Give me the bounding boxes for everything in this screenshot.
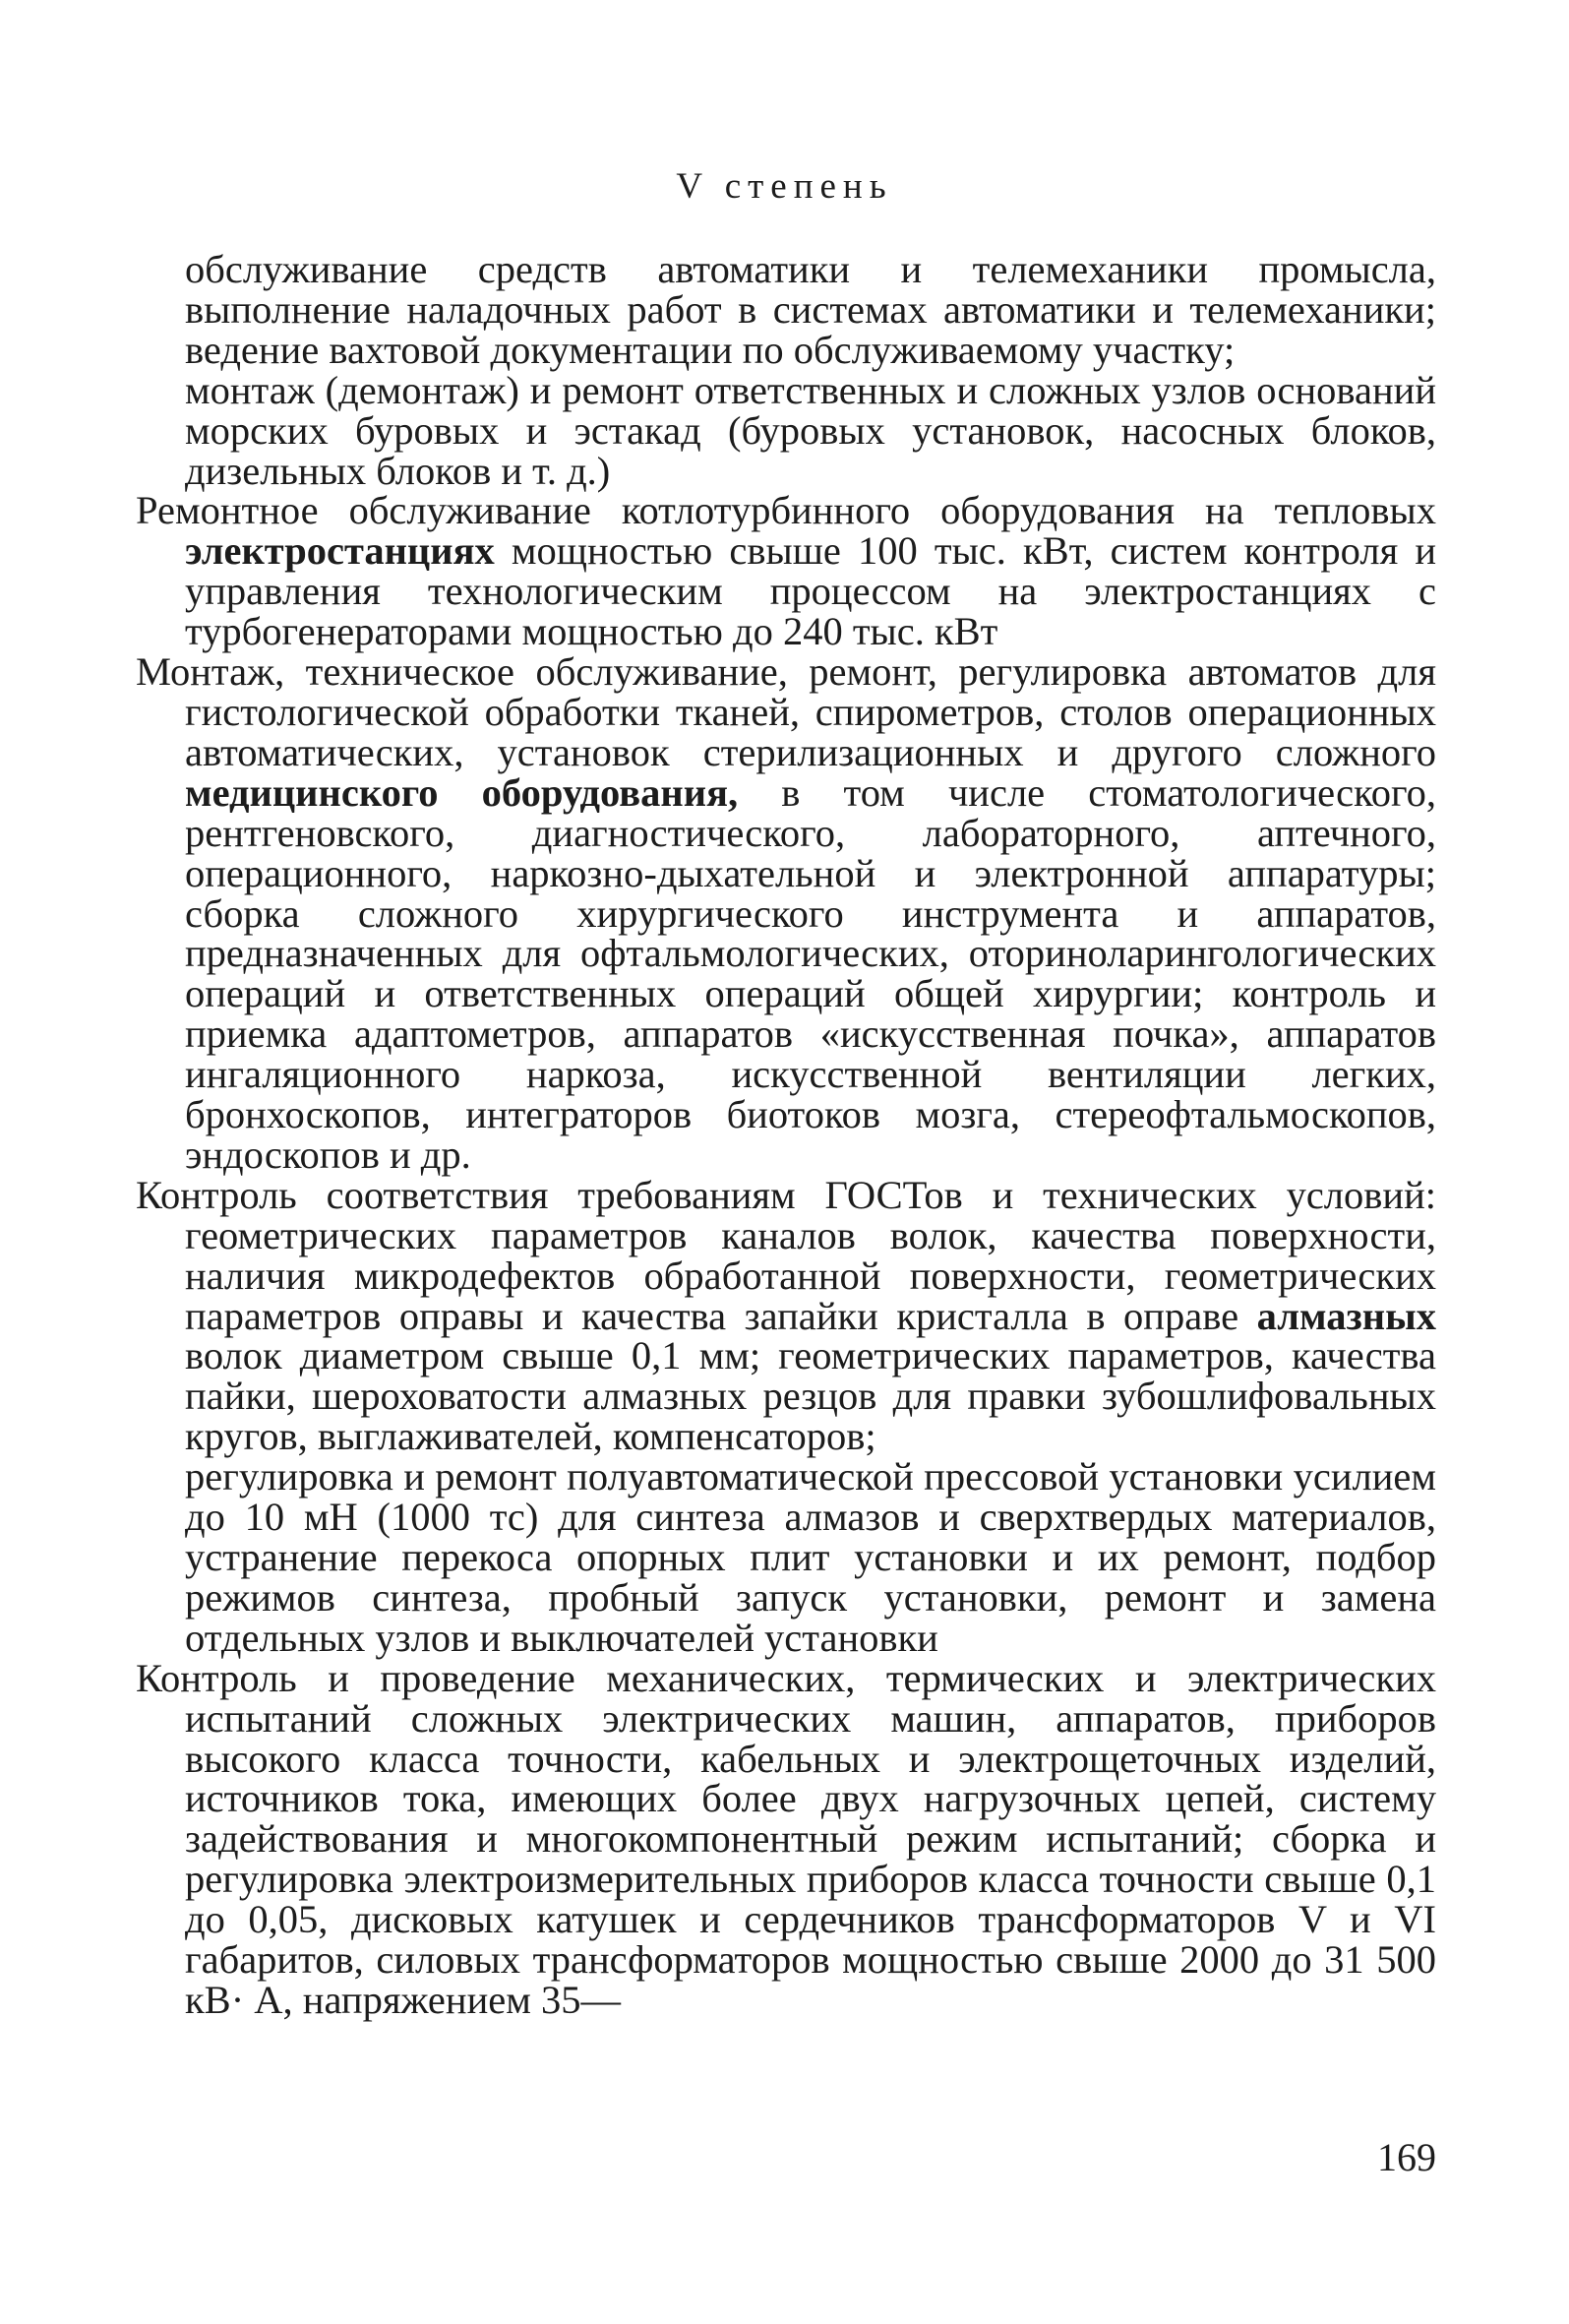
paragraph-automation-maintenance: обслуживание средств автоматики и телемеханики промысла, выполнение наладочных работ в системах автоматики и телемеханики; ведение вахтовой документации по обслуживаемому участку; — [185, 247, 1436, 372]
paragraph-medical-equipment-text-end: в том числе стоматологического, рентгеновского, диагностического, лабораторного, аптечного, операционного, наркозно-дыхательной и электронной аппаратуры; сборка сложного хирургического инструмента и аппаратов, предназначенных для офтальмологических, оториноларингологических операций и ответственных операций общей хирургии; контроль и приемка адаптометров, аппаратов «искусственная почка», аппаратов ингаляционного наркоза, искусственной вентиляции легких, бронхоскопов, интеграторов биотоков мозга, стереофтальмоскопов, эндоскопов и др. — [185, 769, 1436, 1177]
paragraph-gost-control-text-start: Контроль соответствия требованиям ГОСТов и технических условий: геометрических параметров каналов волок, качества поверхности, наличия микродефектов обработанной поверхности, геометрических параметров оправы и качества запайки кристалла в оправе — [136, 1172, 1436, 1338]
keyword-medical-equipment: медицинского оборудования, — [185, 769, 739, 815]
paragraph-power-plants — [136, 488, 1436, 654]
page-number: 169 — [1377, 2135, 1436, 2179]
paragraph-medical-equipment-text-start: Монтаж, техническое обслуживание, ремонт, регулировка автоматов для гистологической обработки тканей, спирометров, столов операционных автоматических, установок стерилизационных и другого сложного — [136, 649, 1436, 774]
paragraph-gost-control-text-end: волок диаметром свыше 0,1 мм; геометрических параметров, качества пайки, шероховатости алмазных резцов для правки зубошлифовальных кругов, выглаживателей, компенсаторов; — [185, 1333, 1436, 1459]
paragraph-power-plants-text-start: Ремонтное обслуживание котлотурбинного оборудования на тепловых — [136, 488, 1436, 533]
paragraph-electrical-testing: Контроль и проведение механических, термических и электрических испытаний сложных электрических машин, аппаратов, приборов высокого класса точности, кабельных и электрощеточных изделий, источников тока, имеющих более двух нагрузочных цепей, систему задействования и многокомпонентный режим испытаний; сборка и регулировка электроизмерительных приборов класса точности свыше 0,1 до 0,05, дисковых катушек и сердечников трансформаторов V и VI габаритов, силовых трансформаторов мощностью свыше 2000 до 31 500 кВ· А, напряжением 35— — [136, 1655, 1436, 2022]
keyword-power-plants: электростанциях — [185, 528, 495, 574]
paragraph-power-plants-text-end: мощностью свыше 100 тыс. кВт, систем контроля и управления технологическим процессом на электростанциях с турбогенераторами мощностью до 240 тыс. кВт — [185, 528, 1436, 654]
paragraph-press-installation: регулировка и ремонт полуавтоматической прессовой установки усилием до 10 мН (1000 тс) для синтеза алмазов и сверхтвердых материалов, устранение перекоса опорных плит установки и их ремонт, подбор режимов синтеза, пробный запуск установки, ремонт и замена отдельных узлов и выключателей установки — [185, 1454, 1436, 1660]
keyword-diamond: алмазных — [1256, 1293, 1436, 1338]
paragraph-gost-control — [136, 1172, 1436, 1459]
paragraph-offshore-installation: монтаж (демонтаж) и ремонт ответственных и сложных узлов оснований морских буровых и эстакад (буровых установок, насосных блоков, дизельных блоков и т. д.) — [185, 367, 1436, 493]
page-heading: V степень — [676, 166, 893, 207]
page-body — [136, 247, 1436, 2022]
paragraph-medical-equipment — [136, 649, 1436, 1177]
